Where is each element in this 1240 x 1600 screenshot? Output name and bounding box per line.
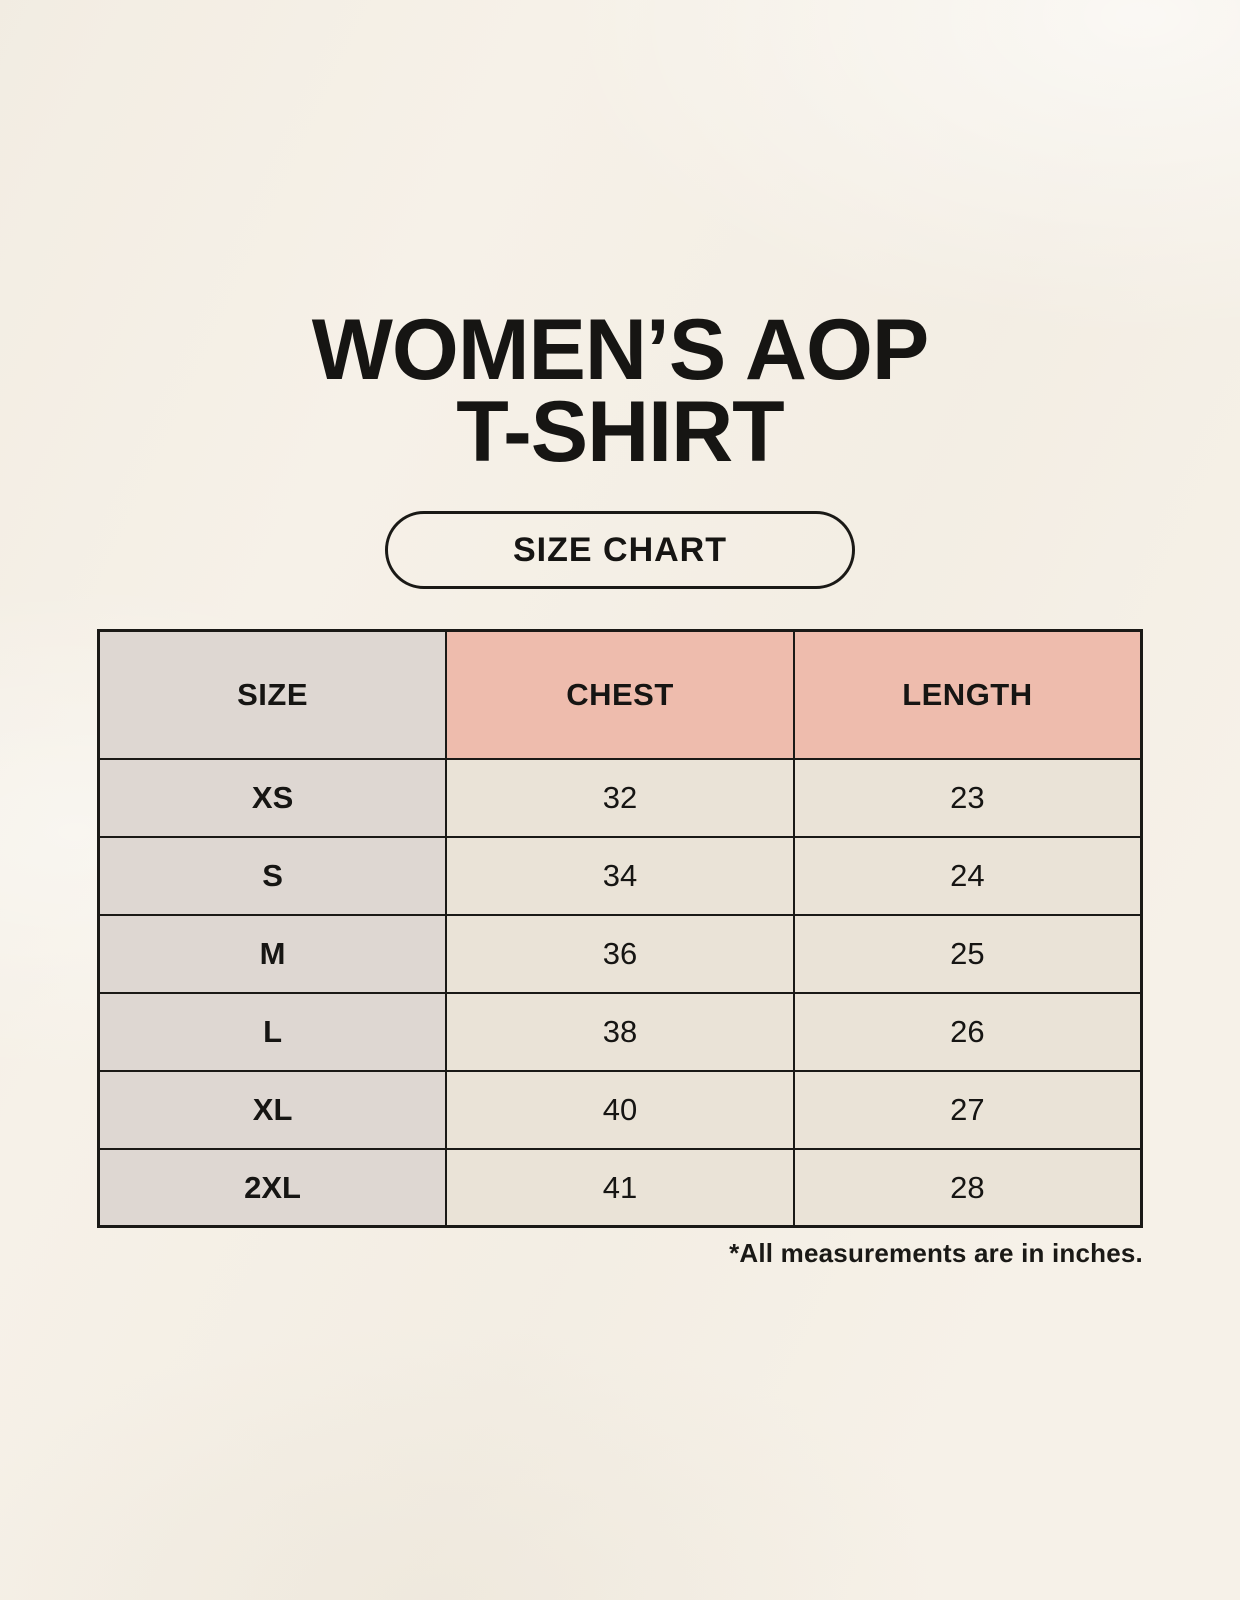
cell-length: 26: [794, 993, 1142, 1071]
column-header-size: SIZE: [99, 631, 447, 759]
cell-length: 25: [794, 915, 1142, 993]
product-title-line2: T-SHIRT: [456, 383, 784, 480]
table-row-s: [99, 837, 1142, 915]
column-header-length: LENGTH: [794, 631, 1142, 759]
cell-length: 24: [794, 837, 1142, 915]
size-chart-table: [97, 629, 1143, 1228]
table-row-xl: [99, 1071, 1142, 1149]
table-header-row: [99, 631, 1142, 759]
cell-chest: 34: [446, 837, 794, 915]
cell-chest: 38: [446, 993, 794, 1071]
cell-size: XL: [99, 1071, 447, 1149]
size-chart-badge[interactable]: SIZE CHART: [385, 511, 855, 589]
cell-length: 28: [794, 1149, 1142, 1227]
measurements-footnote: *All measurements are in inches.: [729, 1238, 1143, 1269]
cell-size: XS: [99, 759, 447, 837]
cell-chest: 41: [446, 1149, 794, 1227]
cell-chest: 36: [446, 915, 794, 993]
table-row-xs: [99, 759, 1142, 837]
cell-size: 2XL: [99, 1149, 447, 1227]
table-row-2xl: [99, 1149, 1142, 1227]
cell-length: 23: [794, 759, 1142, 837]
size-chart-badge-row: [0, 511, 1240, 589]
cell-chest: 40: [446, 1071, 794, 1149]
cell-chest: 32: [446, 759, 794, 837]
product-title: [0, 302, 1240, 480]
cell-size: L: [99, 993, 447, 1071]
product-title-line1: WOMEN’S AOP: [311, 302, 929, 398]
cell-size: M: [99, 915, 447, 993]
cell-length: 27: [794, 1071, 1142, 1149]
column-header-chest: CHEST: [446, 631, 794, 759]
table-row-m: [99, 915, 1142, 993]
cell-size: S: [99, 837, 447, 915]
table-row-l: [99, 993, 1142, 1071]
